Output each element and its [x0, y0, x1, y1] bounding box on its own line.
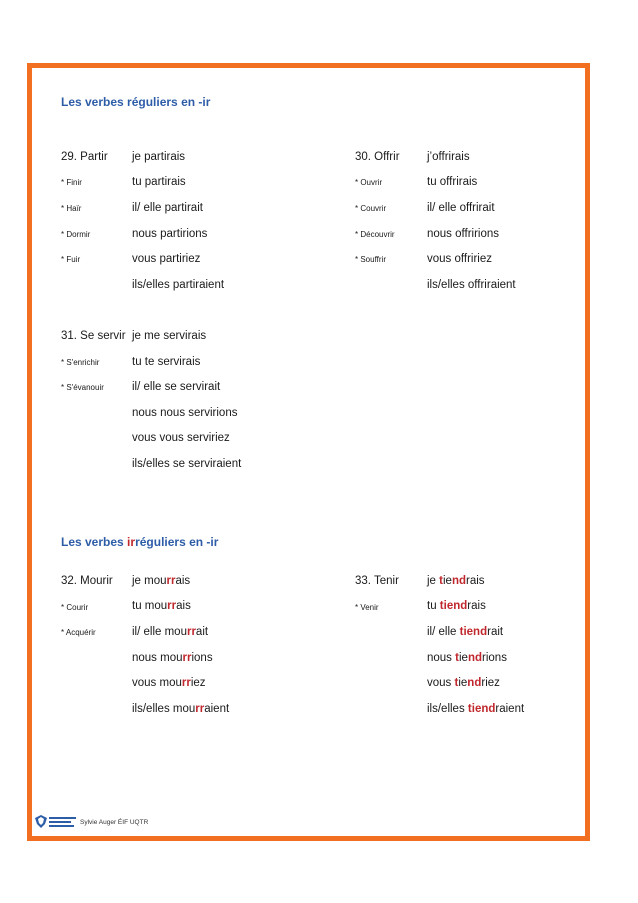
stem: r	[495, 703, 500, 715]
conjugation-line: il/ elle partirait	[132, 202, 203, 214]
conjugation-line	[132, 575, 190, 587]
stem: ie	[458, 652, 468, 664]
highlight: rr	[195, 703, 205, 715]
related-verb: * Dormir	[61, 230, 91, 239]
stem: tu mou	[132, 600, 168, 612]
highlight: t	[439, 575, 443, 587]
ending: ions	[191, 652, 213, 664]
related-verb: * Fuir	[61, 255, 81, 264]
conjugation-line: ils/elles offriraient	[427, 279, 516, 291]
ending: iez	[190, 677, 206, 689]
conjugation-line: vous partiriez	[132, 253, 201, 265]
stem: r	[481, 677, 486, 689]
heading-part: Les verbes	[61, 535, 128, 549]
pronoun: nous	[427, 652, 456, 664]
heading-highlight: ir	[127, 535, 136, 549]
verb-title: 32. Mourir	[61, 575, 113, 587]
verb-title: 30. Offrir	[355, 151, 400, 163]
ending: ait	[195, 626, 209, 638]
conjugation-line	[132, 626, 208, 638]
pronoun: il/ elle	[427, 626, 460, 638]
stem: r	[466, 575, 470, 587]
highlight: t	[467, 703, 472, 715]
footer-author: Sylvie Auger ÉIF UQTR	[80, 819, 149, 826]
stem: je mou	[132, 575, 167, 587]
stem: r	[482, 652, 486, 664]
highlight: rr	[182, 652, 192, 664]
stem: il/ elle mou	[132, 626, 187, 638]
conjugation-line: nous partirions	[132, 228, 208, 240]
ending: ais	[176, 600, 191, 612]
conjugation-line	[427, 652, 507, 664]
conjugation-line	[427, 575, 485, 587]
ending: ait	[490, 626, 504, 638]
related-verb: * Venir	[355, 603, 379, 612]
pronoun: vous	[427, 677, 455, 689]
section-heading-irregular	[61, 535, 218, 549]
highlight: rr	[166, 575, 176, 587]
conjugation-line: ils/elles partiraient	[132, 279, 225, 291]
ending: ais	[469, 575, 485, 587]
conjugation-line	[132, 677, 206, 689]
highlight: nd	[451, 575, 467, 587]
related-verb: * Finir	[61, 178, 82, 187]
verb-title: 31. Se servir	[61, 330, 126, 342]
highlight: t	[439, 600, 444, 612]
stem: ie	[458, 677, 468, 689]
verb-title: 29. Partir	[61, 151, 108, 163]
highlight: t	[454, 677, 459, 689]
related-verb: * Couvrir	[355, 204, 387, 213]
conjugation-line	[427, 703, 524, 715]
related-verb: * Courir	[61, 603, 89, 612]
stem: ils/elles mou	[132, 703, 196, 715]
stem: r	[487, 626, 491, 638]
ending: ais	[175, 575, 191, 587]
heading-part: réguliers en -ir	[135, 535, 219, 549]
related-verb: * Haïr	[61, 204, 82, 213]
conjugation-line	[132, 600, 191, 612]
conjugation-line: je me servirais	[132, 330, 207, 342]
highlight: t	[459, 626, 464, 638]
highlight: iend	[471, 703, 496, 715]
highlight: iend	[443, 600, 468, 612]
related-verb: * S'enrichir	[61, 358, 100, 367]
stem: ie	[443, 575, 452, 587]
conjugation-line	[427, 677, 500, 689]
conjugation-line	[427, 600, 486, 612]
conjugation-line: il/ elle offrirait	[427, 202, 495, 214]
related-verb: * Ouvrir	[355, 178, 383, 187]
conjugation-line: tu te servirais	[132, 356, 201, 368]
ending: ions	[485, 652, 507, 664]
related-verb: * Découvrir	[355, 230, 395, 239]
section-heading-regular: Les verbes réguliers en -ir	[61, 95, 211, 109]
conjugation-line: vous vous serviriez	[132, 432, 230, 444]
highlight: rr	[181, 677, 191, 689]
ending: ais	[471, 600, 486, 612]
conjugation-line: il/ elle se servirait	[132, 381, 221, 393]
pronoun: ils/elles	[427, 703, 468, 715]
conjugation-line: je partirais	[132, 151, 186, 163]
pronoun: tu	[427, 600, 440, 612]
conjugation-line: j’offrirais	[427, 151, 470, 163]
conjugation-line: tu offrirais	[427, 176, 478, 188]
highlight: rr	[186, 626, 196, 638]
school-logo	[34, 814, 78, 832]
ending: aient	[204, 703, 230, 715]
conjugation-line: tu partirais	[132, 176, 186, 188]
ending: iez	[485, 677, 500, 689]
stem: vous mou	[132, 677, 182, 689]
related-verb: * Acquérir	[61, 628, 96, 637]
stem: nous mou	[132, 652, 183, 664]
highlight: nd	[467, 652, 482, 664]
conjugation-line: vous offririez	[427, 253, 492, 265]
conjugation-line	[132, 703, 229, 715]
highlight: t	[455, 652, 459, 664]
conjugation-line	[132, 652, 213, 664]
page-border	[27, 63, 590, 841]
logo-icon	[34, 814, 78, 832]
related-verb: * S'évanouir	[61, 383, 104, 392]
conjugation-line: nous nous servirions	[132, 407, 238, 419]
pronoun: je	[427, 575, 440, 587]
conjugation-line	[427, 626, 503, 638]
stem: r	[467, 600, 472, 612]
verb-title: 33. Tenir	[355, 575, 399, 587]
related-verb: * Souffrir	[355, 255, 386, 264]
highlight: iend	[463, 626, 488, 638]
highlight: nd	[467, 677, 482, 689]
conjugation-line: ils/elles se serviraient	[132, 458, 242, 470]
conjugation-line: nous offririons	[427, 228, 500, 240]
ending: aient	[499, 703, 525, 715]
highlight: rr	[167, 600, 177, 612]
